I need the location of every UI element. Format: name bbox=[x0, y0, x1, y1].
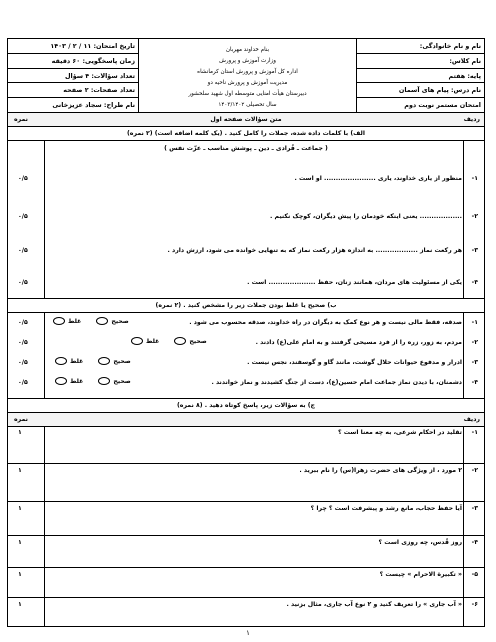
page-number: ۱ bbox=[246, 629, 250, 637]
score-column-header: نمره bbox=[14, 416, 28, 423]
question-number: ۳- bbox=[471, 247, 478, 254]
question-number: ۵- bbox=[471, 571, 478, 578]
question-text: تقلید در احکام شرعی، به چه معنا است ؟ bbox=[338, 429, 462, 436]
question-text: « تکبیرة الاحرام » چیست ؟ bbox=[379, 571, 462, 578]
question-number: ۱- bbox=[471, 319, 478, 326]
question-text: یکی از مسئولیت های مردان، همانند زنان، حفظ .................... است . bbox=[247, 279, 462, 286]
student-name-label: نام و نام خانوادگی: bbox=[357, 39, 484, 54]
question-text: .................. یعنی اینکه خودمان را پیش دیگران، کوچک نکنیم . bbox=[270, 213, 462, 220]
question-score: ۰/۵ bbox=[18, 175, 28, 182]
question-text: آیا حفظ حجاب، مانع رشد و پیشرفت است ؟ چرا ؟ bbox=[310, 505, 462, 512]
true-label: صحیح bbox=[113, 377, 131, 385]
question-score: ۱ bbox=[18, 429, 22, 436]
question-score: ۰/۵ bbox=[18, 213, 28, 220]
question-c1 bbox=[8, 427, 484, 464]
section-b-body bbox=[8, 313, 484, 399]
exam-info-column bbox=[8, 39, 138, 113]
true-label: صحیح bbox=[111, 317, 129, 325]
question-text: ادرار و مدفوع حیوانات حلال گوشت، مانند گاو و گوسفند، نجس نیست . bbox=[247, 359, 462, 366]
question-text: منظور از یاری خداوند، یاری ...................... او است . bbox=[294, 175, 462, 182]
score-column-header: نمره bbox=[14, 116, 28, 123]
district-office: مدیریت آموزش و پرورش ناحیه دو bbox=[207, 80, 288, 86]
false-label: غلط bbox=[70, 357, 84, 365]
true-false-options bbox=[50, 317, 129, 325]
lesson-label: نام درس: پیام های آسمان bbox=[357, 83, 484, 98]
true-label: صحیح bbox=[189, 337, 207, 345]
true-false-options bbox=[128, 337, 207, 345]
row-column-header: ردیف bbox=[463, 116, 480, 123]
false-label: غلط bbox=[68, 317, 82, 325]
true-circle[interactable] bbox=[96, 317, 108, 325]
question-number: ۱- bbox=[471, 175, 478, 182]
question-score: ۰/۵ bbox=[18, 247, 28, 254]
question-number: ۴- bbox=[471, 379, 478, 386]
question-text: صدقه، فقط مالی نیست و هر نوع کمک به دیگران در راه خداوند، صدقه محسوب می شود . bbox=[189, 319, 462, 326]
question-text: دشمنان، با دیدن نماز جماعت امام حسین(ع)، دست از جنگ کشیدند و نماز خواندند . bbox=[211, 379, 462, 386]
question-score: ۰/۵ bbox=[18, 279, 28, 286]
section-c-header-row bbox=[8, 413, 484, 427]
school-info-column bbox=[138, 39, 356, 113]
false-label: غلط bbox=[70, 377, 84, 385]
question-c6 bbox=[8, 597, 484, 626]
province-office: اداره کل آموزش و پرورش استان کرمانشاه bbox=[197, 69, 298, 75]
question-text: هر رکعت نماز .................. به اندازه هزار رکعت نماز که به تنهایی خوانده می شود، ارزش دارد . bbox=[167, 247, 462, 254]
section-a-title-row bbox=[8, 127, 484, 141]
exam-page bbox=[7, 38, 485, 627]
false-circle[interactable] bbox=[55, 357, 67, 365]
question-score: ۰/۵ bbox=[18, 379, 28, 386]
word-bank: ( جماعت ـ فُرادی ـ دین ـ پوشش مناسب ـ عزّت نفس ) bbox=[164, 145, 328, 152]
exam-type-label: امتحان مستمر نوبت دوم bbox=[404, 101, 481, 110]
true-label: صحیح bbox=[113, 357, 131, 365]
question-number: ۲- bbox=[471, 339, 478, 346]
row-column-header: ردیف bbox=[463, 416, 480, 423]
false-circle[interactable] bbox=[53, 317, 65, 325]
question-number: ۲- bbox=[471, 467, 478, 474]
row-divider bbox=[463, 141, 464, 298]
question-number: ۶- bbox=[471, 601, 478, 608]
question-c5 bbox=[8, 567, 484, 598]
question-number: ۳- bbox=[471, 505, 478, 512]
page-count: تعداد صفحات: ۲ صفحه bbox=[8, 83, 138, 98]
basmala: بنام خداوند مهربان bbox=[225, 47, 270, 53]
question-score: ۱ bbox=[18, 601, 22, 608]
false-label: غلط bbox=[146, 337, 160, 345]
true-circle[interactable] bbox=[174, 337, 186, 345]
question-score: ۱ bbox=[18, 539, 22, 546]
class-name-label: نام کلاس: bbox=[357, 54, 484, 69]
section-b-title: ب) صحیح یا غلط بودن جملات زیر را مشخص کنید . (۲ نمره) bbox=[155, 302, 337, 309]
designer-name: نام طراح: سجاد عزیزخانی bbox=[52, 101, 135, 110]
exam-header bbox=[8, 39, 484, 113]
false-circle[interactable] bbox=[131, 337, 143, 345]
section-c-title-row bbox=[8, 399, 484, 413]
question-number: ۴- bbox=[471, 279, 478, 286]
academic-year: سال تحصیلی ۱۴۰۳/۱۴۰۲ bbox=[218, 102, 277, 108]
section-a-body bbox=[8, 141, 484, 299]
section-a-title: الف) با کلمات داده شده، جملات را کامل کنید . (یک کلمه اضافه است) (۲ نمره) bbox=[126, 130, 365, 137]
score-divider bbox=[44, 313, 45, 398]
question-number: ۴- bbox=[471, 539, 478, 546]
true-circle[interactable] bbox=[98, 377, 110, 385]
question-score: ۱ bbox=[18, 505, 22, 512]
student-info-column bbox=[356, 39, 484, 113]
row-divider bbox=[463, 313, 464, 398]
true-false-options bbox=[52, 357, 131, 365]
question-number: ۲- bbox=[471, 213, 478, 220]
exam-duration: زمان پاسخگویی: ۶۰ دقیقه bbox=[8, 54, 138, 69]
question-score: ۱ bbox=[18, 571, 22, 578]
exam-date: تاریخ امتحان: ۱۱ / ۲ / ۱۴۰۳ bbox=[8, 39, 138, 54]
score-divider bbox=[44, 141, 45, 298]
question-c2 bbox=[8, 463, 484, 502]
question-count: تعداد سؤالات: ۴ سؤال bbox=[8, 69, 138, 84]
question-score: ۰/۵ bbox=[18, 359, 28, 366]
section-b-title-row bbox=[8, 299, 484, 313]
section-c-body bbox=[8, 427, 484, 626]
question-score: ۱ bbox=[18, 467, 22, 474]
question-text: روز قُدس، چه روزی است ؟ bbox=[378, 539, 462, 546]
question-score: ۰/۵ bbox=[18, 319, 28, 326]
question-score: ۰/۵ bbox=[18, 339, 28, 346]
questions-column-header: متن سؤالات صفحه اول bbox=[210, 116, 282, 123]
true-circle[interactable] bbox=[98, 357, 110, 365]
school-name: دبیرستان هیأت امنایی متوسطه اول شهید سلحشور bbox=[188, 91, 307, 97]
table-header-row bbox=[8, 113, 484, 127]
true-false-options bbox=[52, 377, 131, 385]
question-text: ۲ مورد ، از ویژگی های حضرت زهرا(س) را نام ببرید . bbox=[299, 467, 462, 474]
ministry-name: وزارت آموزش و پرورش bbox=[219, 58, 276, 64]
question-c4 bbox=[8, 535, 484, 568]
question-c3 bbox=[8, 501, 484, 536]
section-c-title: ج) به سؤالات زیر، پاسخ کوتاه دهید . (۸ نمره) bbox=[176, 402, 316, 409]
false-circle[interactable] bbox=[55, 377, 67, 385]
question-text: « آب جاری » را تعریف کنید و ۲ نوع آب جاری، مثال بزنید . bbox=[286, 601, 462, 608]
question-number: ۳- bbox=[471, 359, 478, 366]
question-text: مردم، به زور، زره را از فرد مسیحی گرفتند و به امام علی(ع) دادند . bbox=[255, 339, 462, 346]
grade-label: پایه: هفتم bbox=[357, 69, 484, 84]
question-number: ۱- bbox=[471, 429, 478, 436]
